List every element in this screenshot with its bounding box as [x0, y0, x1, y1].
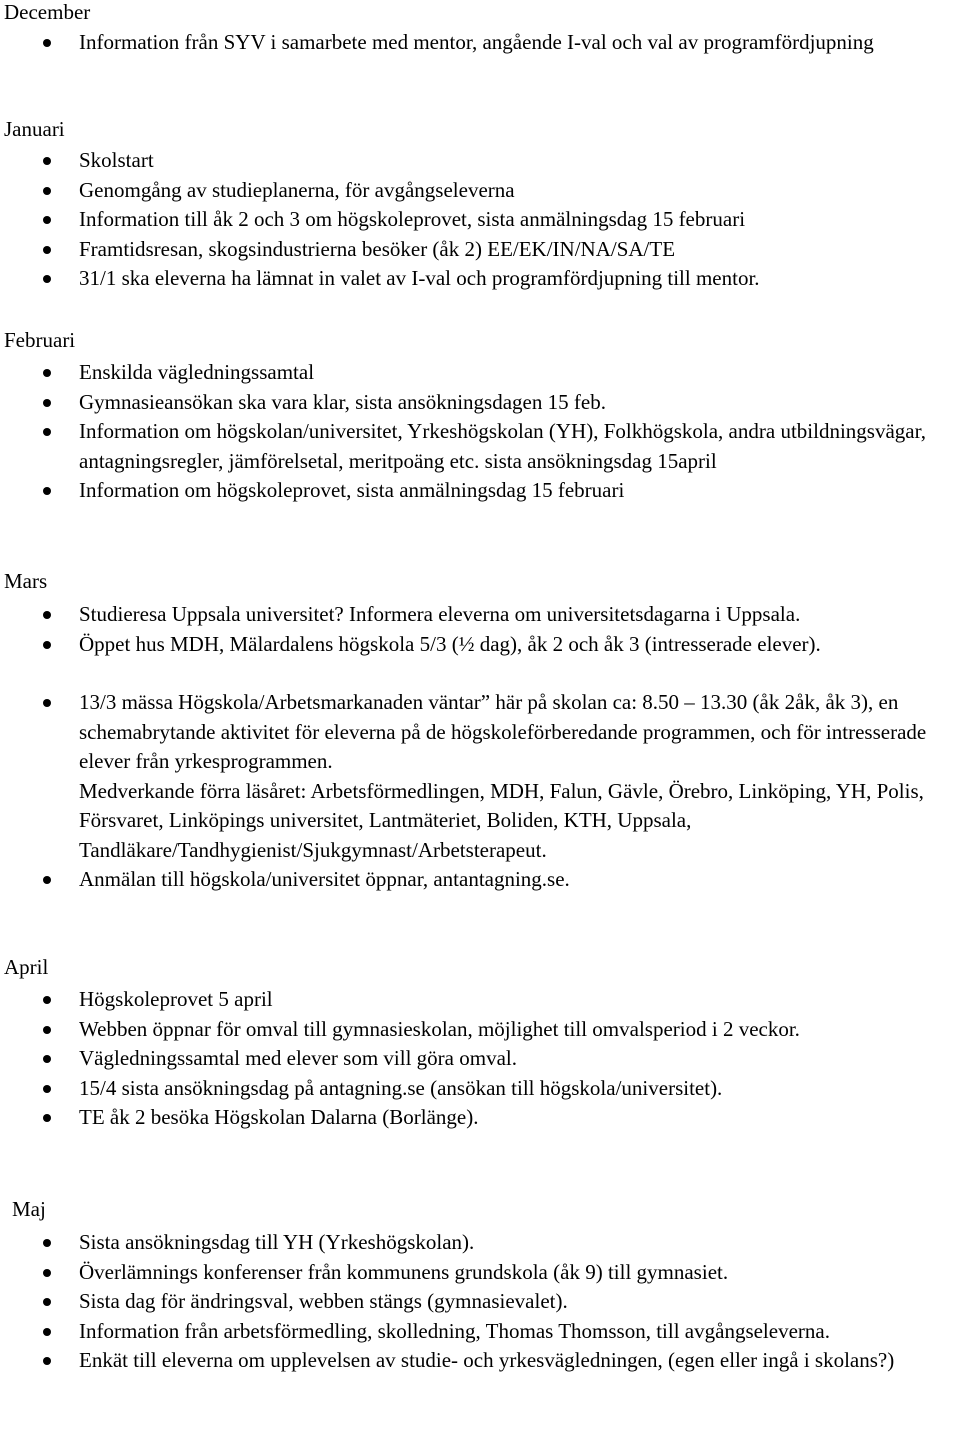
- month-heading-maj: Maj: [12, 1197, 46, 1221]
- bullet-icon: [43, 699, 51, 707]
- bullet-icon: [43, 876, 51, 884]
- list-item: Högskoleprovet 5 april: [0, 985, 960, 1015]
- list-item: TE åk 2 besöka Högskolan Dalarna (Borlänge).: [0, 1103, 960, 1133]
- bullet-icon: [43, 187, 51, 195]
- month-heading-mars: Mars: [4, 569, 48, 593]
- bullet-icon: [43, 428, 51, 436]
- bullet-icon: [43, 487, 51, 495]
- bullet-icon: [43, 1298, 51, 1306]
- list-item: Genomgång av studieplanerna, för avgångseleverna: [0, 176, 960, 206]
- bullet-icon: [43, 1026, 51, 1034]
- list-item: Gymnasieansökan ska vara klar, sista ansökningsdagen 15 feb.: [0, 388, 960, 418]
- februari-list: [0, 358, 960, 506]
- list-item: Information om högskolan/universitet, Yrkeshögskolan (YH), Folkhögskola, andra utbildningsvägar, antagningsregler, jämförelsetal, meritpoäng etc. sista ansökningsdag 15april: [0, 417, 960, 476]
- bullet-icon: [43, 275, 51, 283]
- bullet-icon: [43, 1357, 51, 1365]
- month-heading-februari: Februari: [4, 328, 76, 352]
- april-list: [0, 985, 960, 1133]
- list-item: Enkät till eleverna om upplevelsen av studie- och yrkesvägledningen, (egen eller ingå i skolans?): [0, 1346, 960, 1376]
- list-item: 15/4 sista ansökningsdag på antagning.se (ansökan till högskola/universitet).: [0, 1074, 960, 1104]
- list-item: Information till åk 2 och 3 om högskoleprovet, sista anmälningsdag 15 februari: [0, 205, 960, 235]
- bullet-icon: [43, 39, 51, 47]
- bullet-icon: [43, 641, 51, 649]
- list-item: Vägledningssamtal med elever som vill göra omval.: [0, 1044, 960, 1074]
- list-item-continuation: Medverkande förra läsåret: Arbetsförmedlingen, MDH, Falun, Gävle, Örebro, Linköping, YH, Polis, Försvaret, Linköpings universitet, Lantmäteriet, Boliden, KTH, Uppsala, Tandläkare/Tandhygienist/Sjukgymnast/Arbetsterapeut.: [79, 778, 924, 862]
- bullet-icon: [43, 246, 51, 254]
- bullet-icon: [43, 1239, 51, 1247]
- bullet-icon: [43, 1055, 51, 1063]
- maj-list: [0, 1228, 960, 1376]
- list-item: Framtidsresan, skogsindustrierna besöker (åk 2) EE/EK/IN/NA/SA/TE: [0, 235, 960, 265]
- bullet-icon: [43, 157, 51, 165]
- bullet-icon: [43, 1114, 51, 1122]
- list-item: Information om högskoleprovet, sista anmälningsdag 15 februari: [0, 476, 960, 506]
- list-item: Öppet hus MDH, Mälardalens högskola 5/3 (½ dag), åk 2 och åk 3 (intresserade elever).: [0, 630, 960, 660]
- list-item: Information från SYV i samarbete med mentor, angående I-val och val av programfördjupning: [0, 28, 960, 58]
- list-item: 13/3 mässa Högskola/Arbetsmarkanaden väntar” här på skolan ca: 8.50 – 13.30 (åk 2åk, åk 3), en schemabrytande aktivitet för eleverna på de högskoleförberedande programmen, och för intresserade elever från yrkesprogrammen. Medverkande förra läsåret: Arbetsförmedlingen, MDH, Falun, Gävle, Örebro, Linköping, YH, Polis, Försvaret, Linköpings universitet, Lantmäteriet, Boliden, KTH, Uppsala, Tandläkare/Tandhygienist/Sjukgymnast/Arbetsterapeut.: [0, 688, 960, 865]
- bullet-icon: [43, 369, 51, 377]
- bullet-icon: [43, 216, 51, 224]
- december-list: [0, 28, 960, 58]
- list-item: Webben öppnar för omval till gymnasieskolan, möjlighet till omvalsperiod i 2 veckor.: [0, 1015, 960, 1045]
- bullet-icon: [43, 1328, 51, 1336]
- list-item: Studieresa Uppsala universitet? Informera eleverna om universitetsdagarna i Uppsala.: [0, 600, 960, 630]
- list-item: Enskilda vägledningssamtal: [0, 358, 960, 388]
- bullet-icon: [43, 996, 51, 1004]
- month-heading-december: December: [4, 0, 91, 24]
- list-item: Överlämnings konferenser från kommunens grundskola (åk 9) till gymnasiet.: [0, 1258, 960, 1288]
- mars-list: [0, 600, 960, 895]
- month-heading-april: April: [4, 955, 49, 979]
- bullet-icon: [43, 1269, 51, 1277]
- list-item: 31/1 ska eleverna ha lämnat in valet av I-val och programfördjupning till mentor.: [0, 264, 960, 294]
- bullet-icon: [43, 399, 51, 407]
- bullet-icon: [43, 1085, 51, 1093]
- month-heading-januari: Januari: [4, 117, 65, 141]
- list-item: Anmälan till högskola/universitet öppnar, antantagning.se.: [0, 865, 960, 895]
- bullet-icon: [43, 611, 51, 619]
- list-item: Sista dag för ändringsval, webben stängs (gymnasievalet).: [0, 1287, 960, 1317]
- list-item: Skolstart: [0, 146, 960, 176]
- list-item: Sista ansökningsdag till YH (Yrkeshögskolan).: [0, 1228, 960, 1258]
- list-item: Information från arbetsförmedling, skolledning, Thomas Thomsson, till avgångseleverna.: [0, 1317, 960, 1347]
- januari-list: [0, 146, 960, 294]
